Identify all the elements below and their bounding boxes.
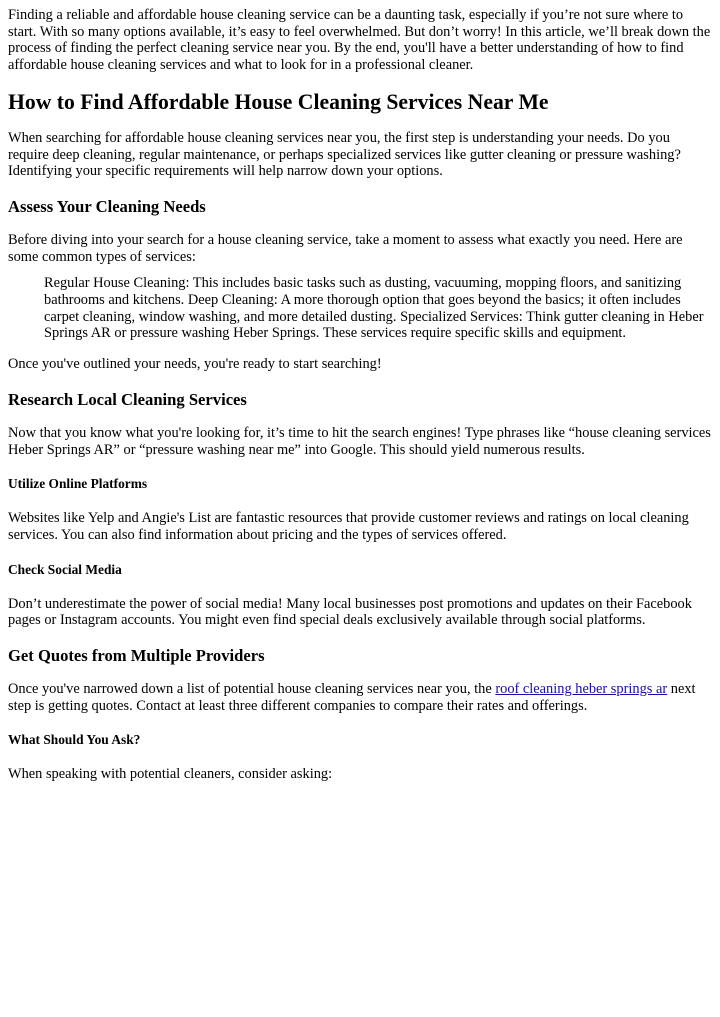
assess-heading: Assess Your Cleaning Needs [8,196,206,216]
main-heading: How to Find Affordable House Cleaning Services Near Me [8,89,549,114]
quotes-text-before-link: Once you've narrowed down a list of potential house cleaning services near you, the [8,681,496,698]
services-quote: Regular House Cleaning: This includes basic tasks such as dusting, vacuuming, mopping floors, and sanitizing bathrooms and kitchens. Deep Cleaning: A more thorough option that goes beyond the basics; it often includes carpet cleaning, window washing, and more detailed dusting. Specialized Services: Think gutter cleaning in Heber Springs AR or pressure washing Heber Springs. These services require specific skills and equipment. [44,275,704,342]
social-media-paragraph: Don’t underestimate the power of social media! Many local businesses post promotions and updates on their Facebook pages or Instagram accounts. You might even find special deals exclusively available through social platforms. [8,595,692,629]
quotes-paragraph [8,681,711,714]
online-platforms-paragraph: Websites like Yelp and Angie's List are fantastic resources that provide customer reviews and ratings on local cleaning services. You can also find information about pricing and the types of services offered. [8,510,689,543]
research-heading: Research Local Cleaning Services [8,389,247,409]
what-to-ask-heading: What Should You Ask? [8,732,141,748]
quotes-heading: Get Quotes from Multiple Providers [8,646,265,666]
main-paragraph: When searching for affordable house cleaning services near you, the first step is understanding your needs. Do you require deep cleaning, regular maintenance, or perhaps specialized services like gutter cleaning or pressure washing? Identifying your specific requirements will help narrow down your options. [8,129,681,180]
assess-paragraph: Before diving into your search for a house cleaning service, take a moment to assess what exactly you need. Here are some common types of services: [8,231,683,265]
quotes-text-after-link: next step is getting quotes. Contact at least three different companies to compare their rates and offerings. [8,681,696,714]
roof-cleaning-link[interactable]: roof cleaning heber springs ar [495,681,668,698]
social-media-heading: Check Social Media [8,561,122,577]
assess-closing-paragraph: Once you've outlined your needs, you're ready to start searching! [8,356,382,373]
what-to-ask-paragraph: When speaking with potential cleaners, consider asking: [8,766,333,783]
intro-paragraph: Finding a reliable and affordable house cleaning service can be a daunting task, especially if you’re not sure where to start. With so many options available, it’s easy to feel overwhelmed. But don’t worry! In this article, we’ll break down the process of finding the perfect cleaning service near you. By the end, you'll have a better understanding of how to find affordable house cleaning services and what to look for in a professional cleaner. [8,7,711,74]
online-platforms-heading: Utilize Online Platforms [8,476,148,492]
research-paragraph: Now that you know what you're looking for, it’s time to hit the search engines! Type phrases like “house cleaning services Heber Springs AR” or “pressure washing near me” into Google. This should yield numerous results. [8,424,711,458]
